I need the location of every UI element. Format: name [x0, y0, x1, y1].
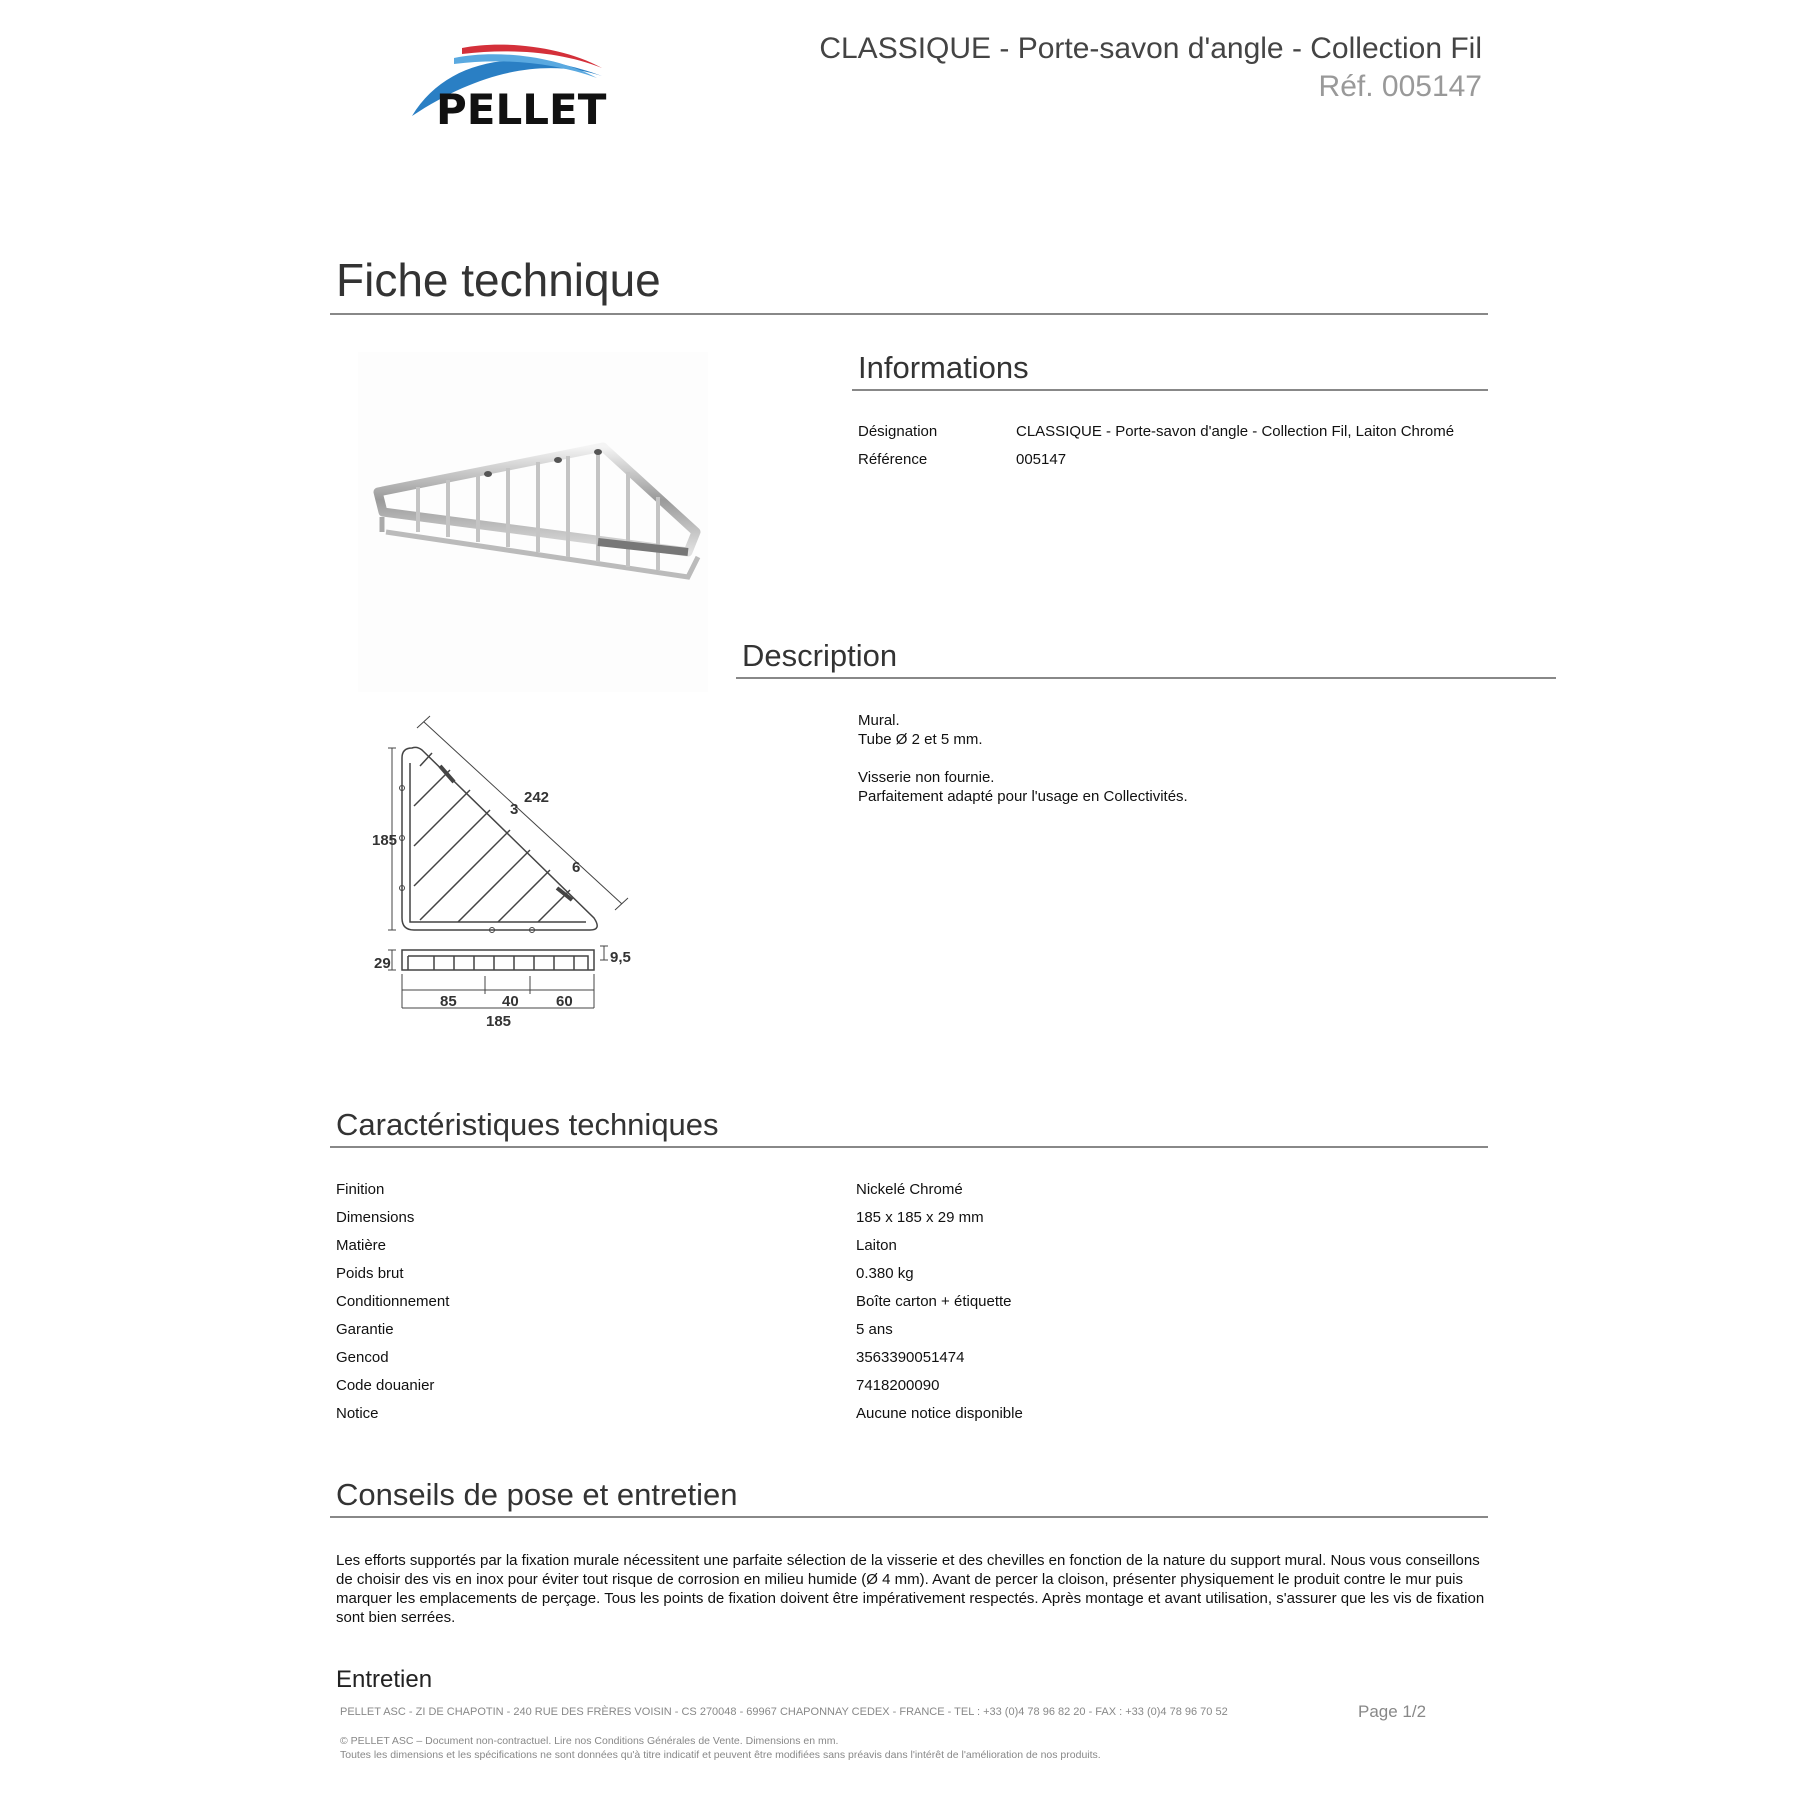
dim-6: 6: [572, 859, 581, 876]
spec-label: Code douanier: [336, 1377, 435, 1394]
spec-label: Conditionnement: [336, 1293, 450, 1310]
footer-address: PELLET ASC - ZI DE CHAPOTIN - 240 RUE DES FRÈRES VOISIN - CS 270048 - 69967 CHAPONNAY CEDEX - FRANCE - TEL : +33 (0)4 78 96 82 20 - FAX : +33 (0)4 78 96 70 52: [340, 1706, 1228, 1718]
dim-width: 185: [486, 1013, 512, 1028]
spec-label: Garantie: [336, 1321, 394, 1338]
description-heading: Description: [742, 638, 898, 673]
info-row: [858, 423, 1488, 451]
informations-table: [858, 423, 1488, 479]
spec-label: Notice: [336, 1405, 379, 1422]
spec-row: [336, 1321, 1486, 1349]
info-row: [858, 451, 1488, 479]
info-value: CLASSIQUE - Porte-savon d'angle - Collection Fil, Laiton Chromé: [1016, 423, 1455, 440]
footer-copyright: © PELLET ASC – Document non-contractuel. Lire nos Conditions Générales de Vente. Dimensions en mm.: [340, 1735, 839, 1747]
conseils-text: Les efforts supportés par la fixation murale nécessitent une parfaite sélection de la visserie et des chevilles en fonction de la nature du support mural. Nous vous conseillons de choisir des vis en inox pour éviter tout risque de corrosion en milieu humide (Ø 4 mm). Avant de percer la cloison, présenter physiquement le produit contre le mur puis marquer les emplacements de perçage. Tous les points de fixation doivent être impérativement respectés. Après montage et avant utilisation, s'assurer que les vis de fixation sont bien serrées.: [336, 1552, 1485, 1626]
spec-row: [336, 1405, 1486, 1433]
entretien-heading: Entretien: [336, 1666, 433, 1693]
dim-85: 85: [440, 993, 457, 1010]
description-text: [858, 711, 1458, 806]
caracteristiques-table: [336, 1181, 1486, 1433]
spec-row: [336, 1181, 1486, 1209]
dim-9-5: 9,5: [610, 949, 631, 966]
dim-diagonal: 242: [524, 789, 550, 806]
footer-legal: [340, 1734, 1101, 1762]
spec-value: Aucune notice disponible: [856, 1405, 1023, 1422]
spec-value: 3563390051474: [856, 1349, 965, 1366]
dim-3: 3: [510, 801, 519, 818]
technical-drawing: [362, 708, 642, 1028]
spec-value: 185 x 185 x 29 mm: [856, 1209, 984, 1226]
page-number: Page 1/2: [1358, 1702, 1427, 1721]
dim-60: 60: [556, 993, 573, 1010]
description-line: Parfaitement adapté pour l'usage en Collectivités.: [858, 788, 1188, 805]
spec-value: 7418200090: [856, 1377, 940, 1394]
spec-label: Gencod: [336, 1349, 389, 1366]
product-photo: [358, 352, 708, 692]
info-value: 005147: [1016, 451, 1067, 468]
spec-value: 5 ans: [856, 1321, 893, 1338]
spec-row: [336, 1209, 1486, 1237]
page-title: Fiche technique: [336, 254, 661, 306]
spec-value: Boîte carton + étiquette: [856, 1293, 1012, 1310]
logo-text: PELLET: [436, 85, 607, 130]
document-title: CLASSIQUE - Porte-savon d'angle - Collection Fil: [819, 32, 1482, 65]
info-label: Désignation: [858, 423, 938, 440]
spec-value: Laiton: [856, 1237, 897, 1254]
spec-label: Poids brut: [336, 1265, 404, 1282]
spec-value: 0.380 kg: [856, 1265, 914, 1282]
brand-logo: [392, 38, 642, 130]
spec-label: Finition: [336, 1181, 385, 1198]
page-title-rule: [330, 313, 1488, 315]
conseils-rule: [330, 1516, 1488, 1518]
conseils-heading: Conseils de pose et entretien: [336, 1477, 738, 1512]
footer-disclaimer: Toutes les dimensions et les spécifications ne sont données qu'à titre indicatif et peuvent être modifiées sans préavis dans l'intérêt de l'amélioration de nos produits.: [340, 1749, 1101, 1761]
caracteristiques-rule: [330, 1146, 1488, 1148]
informations-rule: [852, 389, 1488, 391]
informations-heading: Informations: [858, 350, 1029, 385]
description-line: Mural.: [858, 712, 900, 729]
dim-40: 40: [502, 993, 519, 1010]
document-reference: Réf. 005147: [1318, 70, 1482, 103]
caracteristiques-heading: Caractéristiques techniques: [336, 1107, 719, 1142]
spec-row: [336, 1293, 1486, 1321]
dim-height: 29: [374, 955, 391, 972]
spec-row: [336, 1237, 1486, 1265]
spec-row: [336, 1349, 1486, 1377]
spec-label: Dimensions: [336, 1209, 415, 1226]
description-line: Tube Ø 2 et 5 mm.: [858, 731, 983, 748]
spec-value: Nickelé Chromé: [856, 1181, 963, 1198]
spec-row: [336, 1377, 1486, 1405]
description-rule: [736, 677, 1556, 679]
info-label: Référence: [858, 451, 928, 468]
dim-side: 185: [372, 832, 398, 849]
description-line: Visserie non fournie.: [858, 769, 995, 786]
spec-row: [336, 1265, 1486, 1293]
spec-label: Matière: [336, 1237, 387, 1254]
